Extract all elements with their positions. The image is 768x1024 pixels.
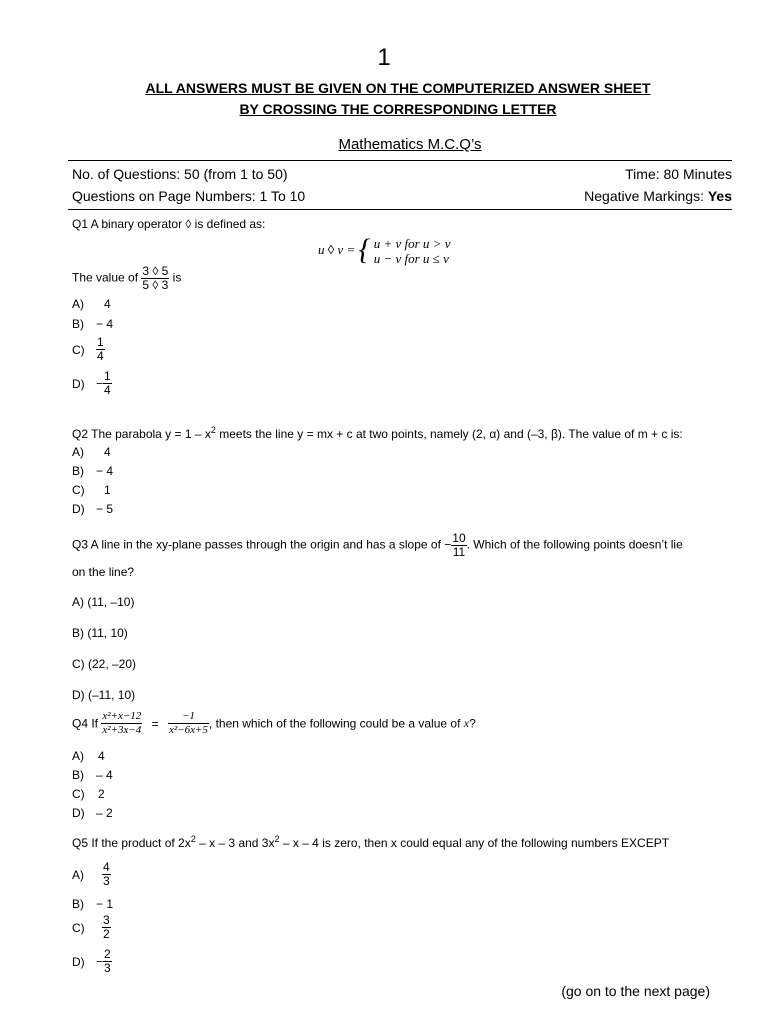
q3-stem-b: . Which of the following points doesn’t lie [466,537,683,552]
q1-value-line [72,265,181,292]
q1-value-suffix: is [169,270,182,285]
q5-exponent-2: 2 [274,834,280,844]
next-page-note: (go on to the next page) [561,983,710,999]
option-label: A) [72,749,84,763]
option-text: 4 [104,297,111,311]
option-label: A) [72,445,84,459]
q4-suffix: , then which of the following could be a value of [208,716,464,731]
option-text: − 1 [96,897,114,911]
q3-option-a: A) (11, –10) [72,595,135,609]
q3-stem [72,532,683,559]
q5-stem [72,834,669,850]
q5-stem-a: Q5 If the product of 2x [72,836,191,850]
q1-value-prefix: The value of [72,270,142,285]
q1-value-den: 5 ◊ 3 [142,278,169,292]
q1-definition-lhs: u ◊ v = [318,242,356,257]
frac-num: 1 [104,369,111,383]
q4-end: ? [469,716,476,731]
q4-rhs-fraction [168,710,209,737]
q2-stem-b: meets the line y = mx + c at two points, namely (2, α) and (–3, β). The value of m + c is: [215,427,683,441]
frac-num: x²+x−12 [102,710,142,722]
q3-option-d: D) (–11, 10) [72,688,136,702]
q2-stem [72,425,683,441]
negative-marking-value: Yes [707,188,732,204]
q2-option-c [72,483,111,497]
q1-value-fraction [141,265,169,292]
q1-case-1: u + v for u > v [373,236,451,251]
negative-marking-label: Negative Markings: [584,188,708,204]
q1-option-d [72,370,112,397]
q5-option-b [72,897,113,911]
q4-option-c [72,787,105,801]
divider-top [68,160,732,161]
q5-option-a [72,861,111,888]
option-label: B) [72,317,84,331]
option-text: – 2 [96,806,113,820]
option-text: 4 [104,445,111,459]
negative-marking [584,188,732,204]
frac-num: 1 [97,335,104,349]
q1-option-c-fraction [96,336,105,363]
q5-exponent-1: 2 [190,834,196,844]
option-label: B) [72,897,84,911]
page-number: 1 [377,44,391,71]
q2-exponent: 2 [210,425,216,435]
frac-den: 2 [103,927,110,941]
option-label: A) [72,297,84,311]
option-label: D) [72,806,85,820]
time-limit: Time: 80 Minutes [625,166,732,182]
option-text: − 4 [96,464,114,478]
q1-value-num: 3 ◊ 5 [142,264,169,278]
frac-den: 11 [452,545,466,559]
frac-den: 3 [104,961,111,975]
subject-title: Mathematics M.C.Q’s [338,136,482,153]
question-count: No. of Questions: 50 (from 1 to 50) [72,166,288,182]
q3-stem-continued: on the line? [72,565,135,579]
frac-den: 3 [103,874,110,888]
option-label: C) [72,920,85,935]
option-text: − 4 [96,317,114,331]
minus-sign: − [96,954,104,969]
option-label: C) [72,787,85,801]
q4-option-b [72,768,113,782]
q1-stem: Q1 A binary operator ◊ is defined as: [72,217,266,231]
q1-brace: { [358,233,371,266]
q4-prefix: Q4 If [72,716,99,731]
frac-den: 4 [104,383,111,397]
divider-bottom [68,209,732,210]
q2-stem-a: Q2 The parabola y = 1 – x [72,427,211,441]
q1-option-a [72,297,111,311]
option-label: B) [72,464,84,478]
page-range: Questions on Page Numbers: 1 To 10 [72,188,306,204]
q4-equals: = [151,716,159,731]
frac-num: −1 [168,710,209,724]
q5-option-c [72,914,111,941]
frac-den: x²+3x−4 [102,724,142,736]
frac-num: 3 [103,913,110,927]
q5-option-a-fraction [102,861,111,888]
q4-option-d [72,806,113,820]
q1-option-b [72,317,113,331]
option-text: – 4 [96,768,113,782]
q1-definition [318,233,451,266]
frac-num: 4 [103,860,110,874]
q1-option-c [72,336,105,363]
option-label: C) [72,483,85,497]
q5-option-c-fraction [102,914,111,941]
option-label: D) [72,502,85,516]
q1-option-d-fraction [103,370,112,397]
q5-stem-b: – x – 3 and 3x [195,836,275,850]
option-text: 4 [98,749,105,763]
option-text: 2 [98,787,105,801]
instruction-line-1: ALL ANSWERS MUST BE GIVEN ON THE COMPUTERIZED ANSWER SHEET [145,80,651,96]
q2-option-d [72,502,113,516]
option-text: − 5 [96,502,114,516]
q2-option-b [72,464,113,478]
q4-variable: x [463,716,470,730]
option-label: C) [72,342,85,357]
q3-option-c: C) (22, –20) [72,657,137,671]
frac-num: 2 [104,947,111,961]
option-label: D) [72,954,85,969]
frac-den: 4 [97,349,104,363]
q4-option-a [72,749,105,763]
q3-stem-a: Q3 A line in the xy-plane passes through the origin and has a slope of − [72,537,452,552]
q4-stem [72,710,476,737]
minus-sign: − [96,376,104,391]
q5-option-d [72,948,112,975]
q5-option-d-fraction [103,948,112,975]
q2-option-a [72,445,111,459]
q3-slope-fraction [451,532,466,559]
option-label: D) [72,376,85,391]
q4-lhs-fraction [101,710,142,737]
q5-stem-c: – x – 4 is zero, then x could equal any of the following numbers EXCEPT [279,836,670,850]
frac-den: x²−6x+5 [168,724,208,736]
option-label: A) [72,867,84,882]
option-text: 1 [104,483,111,497]
instruction-line-2: BY CROSSING THE CORRESPONDING LETTER [239,101,557,117]
q3-option-b: B) (11, 10) [72,626,128,640]
frac-num: 10 [452,531,466,545]
q1-case-2: u − v for u ≤ v [373,251,449,266]
option-label: B) [72,768,84,782]
